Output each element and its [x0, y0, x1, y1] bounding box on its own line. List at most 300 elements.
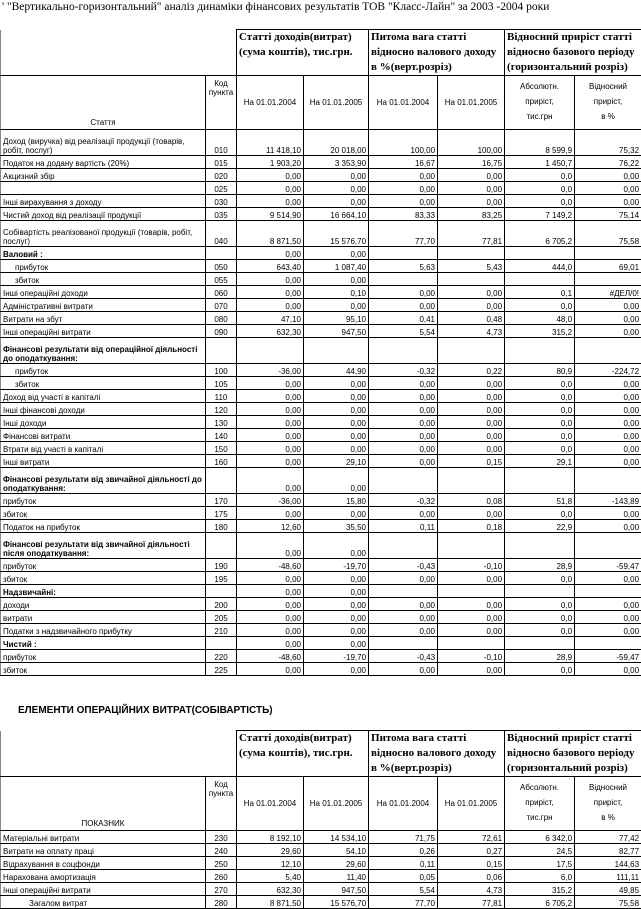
- amount-2005-cell: 0,00: [304, 507, 369, 520]
- share-2005-cell: 0,27: [438, 844, 505, 857]
- row-name-cell: Інші операційні витрати: [1, 883, 206, 896]
- amount-2005-cell: 0,00: [304, 390, 369, 403]
- rel-growth-unit: в %: [577, 810, 639, 825]
- table-row: [1, 624, 641, 637]
- row-name-cell: збиток: [1, 663, 206, 676]
- rel-growth-cell: 0,00: [575, 377, 641, 390]
- row-name-cell: Собівартість реалізованої продукції (товарів, робіт, послуг): [1, 221, 206, 247]
- amount-2005-cell: 29,10: [304, 455, 369, 468]
- code-cell: 060: [206, 286, 237, 299]
- rel-growth-cell: 0,00: [575, 416, 641, 429]
- amount-2005-cell: 15 576,70: [304, 896, 369, 909]
- rel-growth-unit: в %: [577, 109, 639, 124]
- code-cell: [206, 585, 237, 598]
- amount-2004-cell: 0,00: [237, 403, 304, 416]
- table-row: [1, 870, 641, 883]
- abs-growth-cell: 0,0: [505, 377, 575, 390]
- amount-2005-cell: 20 018,00: [304, 130, 369, 156]
- abs-growth-label: Абсолютн. приріст,: [507, 780, 572, 810]
- table-row: [1, 377, 641, 390]
- row-name-cell: Надзвичайні:: [1, 585, 206, 598]
- share-2004-cell: [369, 247, 438, 260]
- share-2004-cell: 83,33: [369, 208, 438, 221]
- group-header-horizontal: Відносний приріст статті відносно базового періоду (горизонтальний розріз): [505, 731, 641, 777]
- amount-2005-cell: 0,00: [304, 624, 369, 637]
- code-cell: 180: [206, 520, 237, 533]
- row-name-cell: збиток: [1, 273, 206, 286]
- abs-growth-cell: 7 149,2: [505, 208, 575, 221]
- share-2005-cell: 0,48: [438, 312, 505, 325]
- amount-2005-cell: 0,00: [304, 572, 369, 585]
- amount-2004-cell: 0,00: [237, 663, 304, 676]
- amount-2005-cell: 44,90: [304, 364, 369, 377]
- table-row: [1, 221, 641, 247]
- abs-growth-cell: [505, 637, 575, 650]
- row-name-cell: Фінансові витрати: [1, 429, 206, 442]
- amount-2004-cell: 632,30: [237, 883, 304, 896]
- rel-growth-cell: 82,77: [575, 844, 641, 857]
- row-name-cell: Адміністративні витрати: [1, 299, 206, 312]
- financial-results-table: [0, 29, 641, 676]
- share-2004-cell: 77,70: [369, 896, 438, 909]
- share-2004-cell: 0,00: [369, 507, 438, 520]
- table-row: [1, 494, 641, 507]
- date-2005-header: На 01.01.2005: [304, 777, 369, 831]
- amount-2004-cell: 632,30: [237, 325, 304, 338]
- share-2004-cell: 0,00: [369, 182, 438, 195]
- share-2004-cell: 0,26: [369, 844, 438, 857]
- row-name-cell: Фінансові результати від звичайної діяльності після оподаткування:: [1, 533, 206, 559]
- row-name-cell: Чистий :: [1, 637, 206, 650]
- amount-2005-cell: 0,10: [304, 286, 369, 299]
- table-row: [1, 208, 641, 221]
- share-2004-cell: 0,00: [369, 455, 438, 468]
- code-cell: 070: [206, 299, 237, 312]
- table-row: [1, 663, 641, 676]
- table-row: [1, 831, 641, 844]
- row-name-cell: прибуток: [1, 364, 206, 377]
- abs-growth-cell: 0,0: [505, 429, 575, 442]
- rel-growth-cell: 0,00: [575, 312, 641, 325]
- code-cell: 270: [206, 883, 237, 896]
- share-2004-cell: 71,75: [369, 831, 438, 844]
- code-cell: [206, 468, 237, 494]
- rel-growth-cell: 0,00: [575, 624, 641, 637]
- rel-growth-cell: -143,89: [575, 494, 641, 507]
- share-2005-cell: 0,00: [438, 429, 505, 442]
- table-row: [1, 637, 641, 650]
- amount-2004-cell: -48,60: [237, 650, 304, 663]
- table-row: [1, 312, 641, 325]
- abs-growth-header: [505, 76, 575, 130]
- rel-growth-cell: 75,32: [575, 130, 641, 156]
- share-2004-cell: 0,11: [369, 520, 438, 533]
- code-cell: 100: [206, 364, 237, 377]
- code-cell: 250: [206, 857, 237, 870]
- abs-growth-cell: [505, 585, 575, 598]
- table-row: [1, 286, 641, 299]
- amount-2004-cell: 0,00: [237, 429, 304, 442]
- amount-2004-cell: 643,40: [237, 260, 304, 273]
- amount-2004-cell: 1 903,20: [237, 156, 304, 169]
- abs-growth-cell: 17,5: [505, 857, 575, 870]
- share-2005-cell: [438, 533, 505, 559]
- row-name-cell: збиток: [1, 507, 206, 520]
- code-cell: 015: [206, 156, 237, 169]
- share-2004-cell: 0,00: [369, 442, 438, 455]
- amount-2005-cell: 0,00: [304, 169, 369, 182]
- share-2005-cell: 16,75: [438, 156, 505, 169]
- row-name-cell: Податок на прибуток: [1, 520, 206, 533]
- share-2005-cell: 0,00: [438, 169, 505, 182]
- share-2005-cell: 0,15: [438, 857, 505, 870]
- abs-growth-cell: 0,0: [505, 416, 575, 429]
- date-2005-share-header: На 01.01.2005: [438, 76, 505, 130]
- table-row: [1, 507, 641, 520]
- code-cell: 030: [206, 195, 237, 208]
- share-2004-cell: 0,00: [369, 299, 438, 312]
- amount-2005-cell: 11,40: [304, 870, 369, 883]
- table-row: [1, 364, 641, 377]
- row-name-cell: Інші доходи: [1, 416, 206, 429]
- code-cell: 105: [206, 377, 237, 390]
- rel-growth-cell: 0,00: [575, 182, 641, 195]
- rel-growth-header: [575, 76, 641, 130]
- share-2005-cell: [438, 468, 505, 494]
- amount-2004-cell: 0,00: [237, 507, 304, 520]
- amount-2004-cell: 12,10: [237, 857, 304, 870]
- amount-2005-cell: [304, 338, 369, 364]
- amount-2004-cell: 5,40: [237, 870, 304, 883]
- share-2005-cell: 0,00: [438, 195, 505, 208]
- abs-growth-unit: тис.грн: [507, 109, 572, 124]
- table-row: [1, 559, 641, 572]
- rel-growth-cell: 0,00: [575, 195, 641, 208]
- amount-2004-cell: 0,00: [237, 273, 304, 286]
- rel-growth-cell: 77,42: [575, 831, 641, 844]
- amount-2005-cell: 0,00: [304, 195, 369, 208]
- rel-growth-label: Відносний приріст,: [577, 79, 639, 109]
- abs-growth-cell: 315,2: [505, 325, 575, 338]
- abs-growth-cell: [505, 468, 575, 494]
- table-row: [1, 195, 641, 208]
- column-header-row: [1, 76, 641, 130]
- table-row: [1, 156, 641, 169]
- share-2005-cell: -0,10: [438, 650, 505, 663]
- amount-2005-cell: 0,00: [304, 429, 369, 442]
- code-cell: 090: [206, 325, 237, 338]
- amount-2005-cell: 0,00: [304, 637, 369, 650]
- amount-2005-cell: 0,00: [304, 468, 369, 494]
- code-cell: 225: [206, 663, 237, 676]
- abs-growth-cell: 0,0: [505, 182, 575, 195]
- code-cell: 035: [206, 208, 237, 221]
- amount-2005-cell: 35,50: [304, 520, 369, 533]
- amount-2005-cell: 947,50: [304, 325, 369, 338]
- amount-2004-cell: 9 514,90: [237, 208, 304, 221]
- row-name-cell: Інші операційні витрати: [1, 325, 206, 338]
- rel-growth-cell: 0,00: [575, 325, 641, 338]
- share-2005-cell: 77,81: [438, 221, 505, 247]
- share-2004-cell: [369, 273, 438, 286]
- row-name-cell: Фінансові результати від звичайної діяльності до оподаткування:: [1, 468, 206, 494]
- rel-growth-cell: -59,47: [575, 559, 641, 572]
- date-2005-share-header: На 01.01.2005: [438, 777, 505, 831]
- amount-2004-cell: 0,00: [237, 299, 304, 312]
- share-2005-cell: 72,61: [438, 831, 505, 844]
- code-cell: 205: [206, 611, 237, 624]
- amount-2004-cell: [237, 338, 304, 364]
- rel-growth-cell: 0,00: [575, 520, 641, 533]
- abs-growth-header: [505, 777, 575, 831]
- code-cell: 210: [206, 624, 237, 637]
- date-2004-share-header: На 01.01.2004: [369, 777, 438, 831]
- group-header-row: [1, 731, 641, 777]
- amount-2005-cell: -19,70: [304, 559, 369, 572]
- date-2004-share-header: На 01.01.2004: [369, 76, 438, 130]
- table-row: [1, 299, 641, 312]
- row-name-cell: прибуток: [1, 494, 206, 507]
- amount-2005-cell: 0,00: [304, 663, 369, 676]
- abs-growth-cell: 51,8: [505, 494, 575, 507]
- amount-2004-cell: 0,00: [237, 468, 304, 494]
- amount-2005-cell: 14 534,10: [304, 831, 369, 844]
- row-name-cell: Акцизний збір: [1, 169, 206, 182]
- share-2004-cell: 0,00: [369, 390, 438, 403]
- code-cell: 190: [206, 559, 237, 572]
- abs-growth-cell: 0,0: [505, 572, 575, 585]
- rel-growth-cell: 0,00: [575, 299, 641, 312]
- share-2004-cell: 77,70: [369, 221, 438, 247]
- code-cell: 170: [206, 494, 237, 507]
- share-2005-cell: 0,18: [438, 520, 505, 533]
- abs-growth-cell: 6 342,0: [505, 831, 575, 844]
- amount-2004-cell: 12,60: [237, 520, 304, 533]
- row-label-header: ПОКАЗНИК: [1, 777, 206, 831]
- amount-2004-cell: 0,00: [237, 598, 304, 611]
- rel-growth-cell: 75,58: [575, 896, 641, 909]
- amount-2005-cell: 0,00: [304, 299, 369, 312]
- share-2004-cell: 5,54: [369, 325, 438, 338]
- table-row: [1, 585, 641, 598]
- share-2004-cell: 16,67: [369, 156, 438, 169]
- share-2005-cell: 83,25: [438, 208, 505, 221]
- amount-2004-cell: 0,00: [237, 416, 304, 429]
- abs-growth-cell: 0,0: [505, 195, 575, 208]
- amount-2004-cell: 0,00: [237, 637, 304, 650]
- abs-growth-cell: 0,0: [505, 390, 575, 403]
- amount-2004-cell: 8 192,10: [237, 831, 304, 844]
- amount-2004-cell: 0,00: [237, 585, 304, 598]
- table-row: [1, 572, 641, 585]
- row-name-cell: Податки з надзвичайного прибутку: [1, 624, 206, 637]
- table-row: [1, 520, 641, 533]
- code-cell: [206, 533, 237, 559]
- share-2005-cell: 0,06: [438, 870, 505, 883]
- code-cell: 160: [206, 455, 237, 468]
- amount-2004-cell: 0,00: [237, 169, 304, 182]
- abs-growth-cell: 8 599,9: [505, 130, 575, 156]
- share-2004-cell: 0,41: [369, 312, 438, 325]
- rel-growth-cell: 0,00: [575, 663, 641, 676]
- table-row: [1, 273, 641, 286]
- row-name-cell: Матеріальні витрати: [1, 831, 206, 844]
- amount-2004-cell: 47,10: [237, 312, 304, 325]
- share-2004-cell: 0,00: [369, 572, 438, 585]
- code-header: Код пункта: [206, 76, 237, 130]
- share-2005-cell: 4,73: [438, 883, 505, 896]
- share-2005-cell: 0,00: [438, 611, 505, 624]
- code-cell: 055: [206, 273, 237, 286]
- amount-2005-cell: 0,00: [304, 273, 369, 286]
- row-name-cell: витрати: [1, 611, 206, 624]
- row-name-cell: збиток: [1, 572, 206, 585]
- share-2005-cell: [438, 247, 505, 260]
- row-label-header: Стаття: [1, 76, 206, 130]
- share-2005-cell: 0,08: [438, 494, 505, 507]
- rel-growth-cell: 75,58: [575, 221, 641, 247]
- table-row: [1, 442, 641, 455]
- abs-growth-cell: [505, 273, 575, 286]
- table-row: [1, 403, 641, 416]
- abs-growth-cell: [505, 533, 575, 559]
- rel-growth-cell: 144,63: [575, 857, 641, 870]
- row-name-cell: Валовий :: [1, 247, 206, 260]
- abs-growth-unit: тис.грн: [507, 810, 572, 825]
- code-cell: 020: [206, 169, 237, 182]
- abs-growth-cell: [505, 247, 575, 260]
- share-2005-cell: 0,00: [438, 299, 505, 312]
- amount-2005-cell: 947,50: [304, 883, 369, 896]
- abs-growth-cell: 80,9: [505, 364, 575, 377]
- share-2004-cell: 0,00: [369, 429, 438, 442]
- rel-growth-cell: [575, 533, 641, 559]
- amount-2004-cell: 0,00: [237, 182, 304, 195]
- share-2004-cell: 0,00: [369, 169, 438, 182]
- share-2005-cell: 0,00: [438, 377, 505, 390]
- rel-growth-cell: 0,00: [575, 572, 641, 585]
- table-row: [1, 455, 641, 468]
- code-cell: 120: [206, 403, 237, 416]
- share-2005-cell: 77,81: [438, 896, 505, 909]
- row-name-cell: Податок на додану вартість (20%): [1, 156, 206, 169]
- abs-growth-cell: 0,0: [505, 611, 575, 624]
- share-2005-cell: 5,43: [438, 260, 505, 273]
- amount-2004-cell: -48,60: [237, 559, 304, 572]
- table-row: [1, 429, 641, 442]
- abs-growth-cell: 0,1: [505, 286, 575, 299]
- rel-growth-cell: 0,00: [575, 442, 641, 455]
- rel-growth-cell: 49,85: [575, 883, 641, 896]
- amount-2005-cell: -19,70: [304, 650, 369, 663]
- abs-growth-label: Абсолютн. приріст,: [507, 79, 572, 109]
- page-title: ' "Вертикально-горизонтальний" аналіз динаміки фінансових результатів ТОВ "Класс-Лайн" за 2003 -2004 роки: [2, 1, 549, 13]
- amount-2005-cell: 0,00: [304, 442, 369, 455]
- table-row: [1, 468, 641, 494]
- row-name-cell: Фінансові результати від операційної діяльності до оподаткування:: [1, 338, 206, 364]
- rel-growth-cell: -224,72: [575, 364, 641, 377]
- rel-growth-cell: [575, 247, 641, 260]
- table-row: [1, 325, 641, 338]
- share-2005-cell: 0,00: [438, 624, 505, 637]
- amount-2005-cell: 0,00: [304, 598, 369, 611]
- rel-growth-label: Відносний приріст,: [577, 780, 639, 810]
- amount-2005-cell: 15,80: [304, 494, 369, 507]
- abs-growth-cell: 6 705,2: [505, 221, 575, 247]
- share-2005-cell: [438, 637, 505, 650]
- share-2004-cell: 5,54: [369, 883, 438, 896]
- abs-growth-cell: 0,0: [505, 169, 575, 182]
- amount-2004-cell: 0,00: [237, 195, 304, 208]
- group-header-vertical: Питома вага статті відносно валового доходу в %(верт.розріз): [369, 30, 505, 76]
- amount-2005-cell: 15 576,70: [304, 221, 369, 247]
- amount-2005-cell: 95,10: [304, 312, 369, 325]
- amount-2005-cell: 0,00: [304, 247, 369, 260]
- amount-2005-cell: 0,00: [304, 377, 369, 390]
- share-2004-cell: 0,00: [369, 416, 438, 429]
- table-row: [1, 182, 641, 195]
- table-row: [1, 896, 641, 909]
- amount-2004-cell: 0,00: [237, 572, 304, 585]
- table-row: [1, 130, 641, 156]
- row-name-cell: Чистий доход від реалізації продукції: [1, 208, 206, 221]
- rel-growth-cell: #ДЕЛ/0!: [575, 286, 641, 299]
- amount-2004-cell: 0,00: [237, 611, 304, 624]
- date-2004-header: На 01.01.2004: [237, 76, 304, 130]
- section-title: ЕЛЕМЕНТИ ОПЕРАЦІЙНИХ ВИТРАТ(СОБІВАРТІСТЬ): [18, 705, 273, 716]
- share-2005-cell: [438, 338, 505, 364]
- table-row: [1, 169, 641, 182]
- share-2004-cell: -0,32: [369, 364, 438, 377]
- share-2004-cell: 0,00: [369, 403, 438, 416]
- abs-growth-cell: 0,0: [505, 403, 575, 416]
- share-2004-cell: -0,43: [369, 559, 438, 572]
- column-header-row: [1, 777, 641, 831]
- share-2005-cell: 0,00: [438, 182, 505, 195]
- amount-2005-cell: 0,00: [304, 416, 369, 429]
- table-row: [1, 857, 641, 870]
- share-2005-cell: [438, 273, 505, 286]
- share-2004-cell: 0,00: [369, 624, 438, 637]
- share-2005-cell: 0,00: [438, 390, 505, 403]
- row-name-cell: Загалом витрат: [1, 896, 206, 909]
- code-cell: 195: [206, 572, 237, 585]
- row-name-cell: збиток: [1, 377, 206, 390]
- table-row: [1, 611, 641, 624]
- rel-growth-cell: 0,00: [575, 611, 641, 624]
- abs-growth-cell: 28,9: [505, 650, 575, 663]
- share-2004-cell: [369, 637, 438, 650]
- code-cell: 050: [206, 260, 237, 273]
- code-cell: 200: [206, 598, 237, 611]
- row-name-cell: Інші вирахування з доходу: [1, 195, 206, 208]
- abs-growth-cell: 1 450,7: [505, 156, 575, 169]
- share-2004-cell: -0,32: [369, 494, 438, 507]
- abs-growth-cell: 29,1: [505, 455, 575, 468]
- amount-2004-cell: 0,00: [237, 455, 304, 468]
- amount-2005-cell: 0,00: [304, 533, 369, 559]
- rel-growth-cell: [575, 637, 641, 650]
- share-2004-cell: [369, 585, 438, 598]
- row-name-cell: Витрати на збут: [1, 312, 206, 325]
- rel-growth-cell: [575, 468, 641, 494]
- share-2004-cell: 0,00: [369, 663, 438, 676]
- amount-2005-cell: 29,60: [304, 857, 369, 870]
- rel-growth-cell: [575, 338, 641, 364]
- date-2005-header: На 01.01.2005: [304, 76, 369, 130]
- row-name-cell: Нарахована амортизація: [1, 870, 206, 883]
- abs-growth-cell: 0,0: [505, 598, 575, 611]
